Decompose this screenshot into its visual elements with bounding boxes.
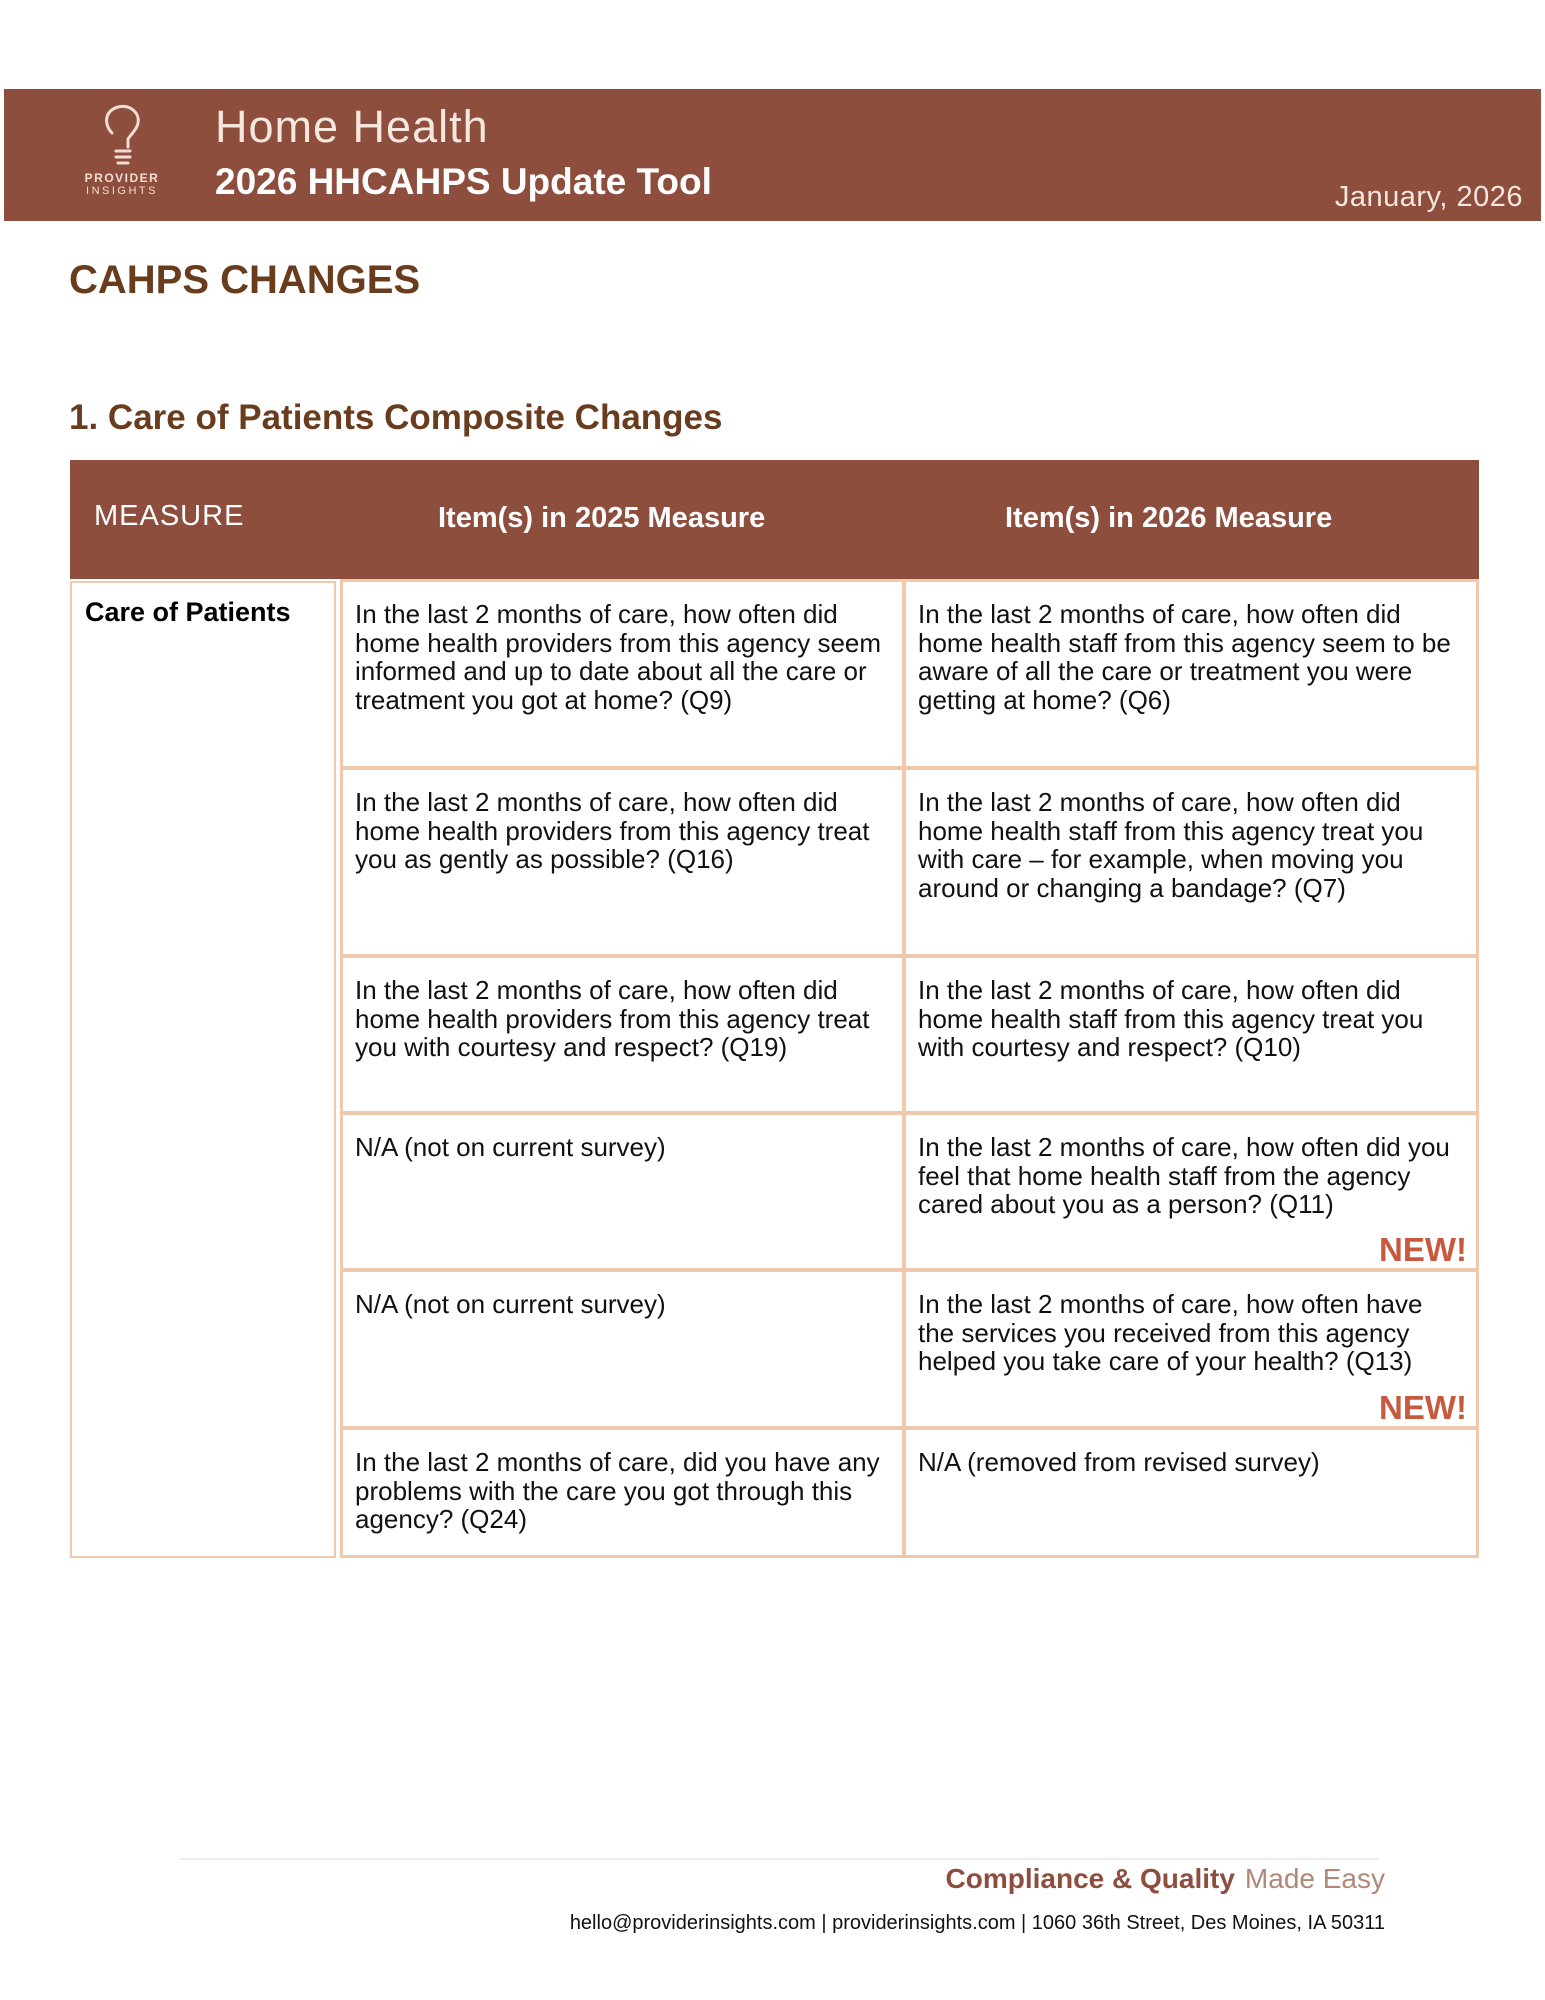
table-body: [70, 579, 1479, 1562]
table-cell-2026-new: [903, 1112, 1479, 1271]
table-cell-2026: In the last 2 months of care, how often did home health staff from this agency treat you with courtesy and respect? (Q10): [903, 955, 1479, 1114]
header-subtitle: Home Health: [215, 101, 489, 152]
footer-contact: hello@providerinsights.com | providerinsights.com | 1060 36th Street, Des Moines, IA 50311: [569, 1912, 1385, 1934]
tagline-light: Made Easy: [1244, 1863, 1385, 1894]
cell-text: In the last 2 months of care, how often have the services you received from this agency helped you take care of your health? (Q13): [918, 1289, 1423, 1376]
new-badge: NEW!: [1379, 1388, 1467, 1426]
footer-tagline: [946, 1863, 1385, 1895]
section-title: 1. Care of Patients Composite Changes: [69, 398, 723, 437]
cell-text: In the last 2 months of care, how often did you feel that home health staff from the agency cared about you as a person? (Q11): [918, 1132, 1450, 1219]
table-cell-2026: In the last 2 months of care, how often did home health staff from this agency treat you with care – for example, when moving you around or changing a bandage? (Q7): [903, 767, 1479, 957]
footer-divider: [179, 1858, 1379, 1860]
provider-insights-logo: [72, 103, 172, 203]
new-badge: NEW!: [1379, 1230, 1467, 1268]
table-cell-2025: In the last 2 months of care, how often did home health providers from this agency treat you as gently as possible? (Q16): [340, 767, 905, 957]
lightbulb-icon: [100, 103, 144, 169]
header-band: [4, 89, 1541, 221]
table-cell-2025: In the last 2 months of care, how often did home health providers from this agency treat you with courtesy and respect? (Q19): [340, 955, 905, 1114]
table-cell-2025: In the last 2 months of care, how often did home health providers from this agency seem informed and up to date about all the care or treatment you got at home? (Q9): [340, 579, 905, 769]
table-header-row: [70, 460, 1479, 579]
table-cell-2026-new: [903, 1269, 1479, 1429]
page-title: CAHPS CHANGES: [69, 258, 421, 302]
table-cell-2025: N/A (not on current survey): [340, 1112, 905, 1271]
tagline-strong: Compliance & Quality: [945, 1863, 1235, 1894]
header-title: 2026 HHCAHPS Update Tool: [215, 161, 712, 202]
table-cell-2026: N/A (removed from revised survey): [903, 1427, 1479, 1558]
header-date: January, 2026: [1334, 181, 1523, 213]
table-cell-2026: In the last 2 months of care, how often did home health staff from this agency seem to be aware of all the care or treatment you were getting at home? (Q6): [903, 579, 1479, 769]
logo-text-provider: PROVIDER: [84, 171, 160, 185]
measure-cell: [70, 581, 336, 1558]
header-items-2026: Item(s) in 2026 Measure: [1005, 502, 1333, 534]
table-cell-2025: N/A (not on current survey): [340, 1269, 905, 1429]
comparison-table: [70, 460, 1479, 1562]
header-measure: MEASURE: [94, 500, 245, 532]
logo-text-insights: INSIGHTS: [86, 185, 158, 197]
header-items-2025: Item(s) in 2025 Measure: [438, 502, 766, 534]
measure-label: Care of Patients: [85, 597, 291, 627]
table-cell-2025: In the last 2 months of care, did you have any problems with the care you got through this agency? (Q24): [340, 1427, 905, 1558]
